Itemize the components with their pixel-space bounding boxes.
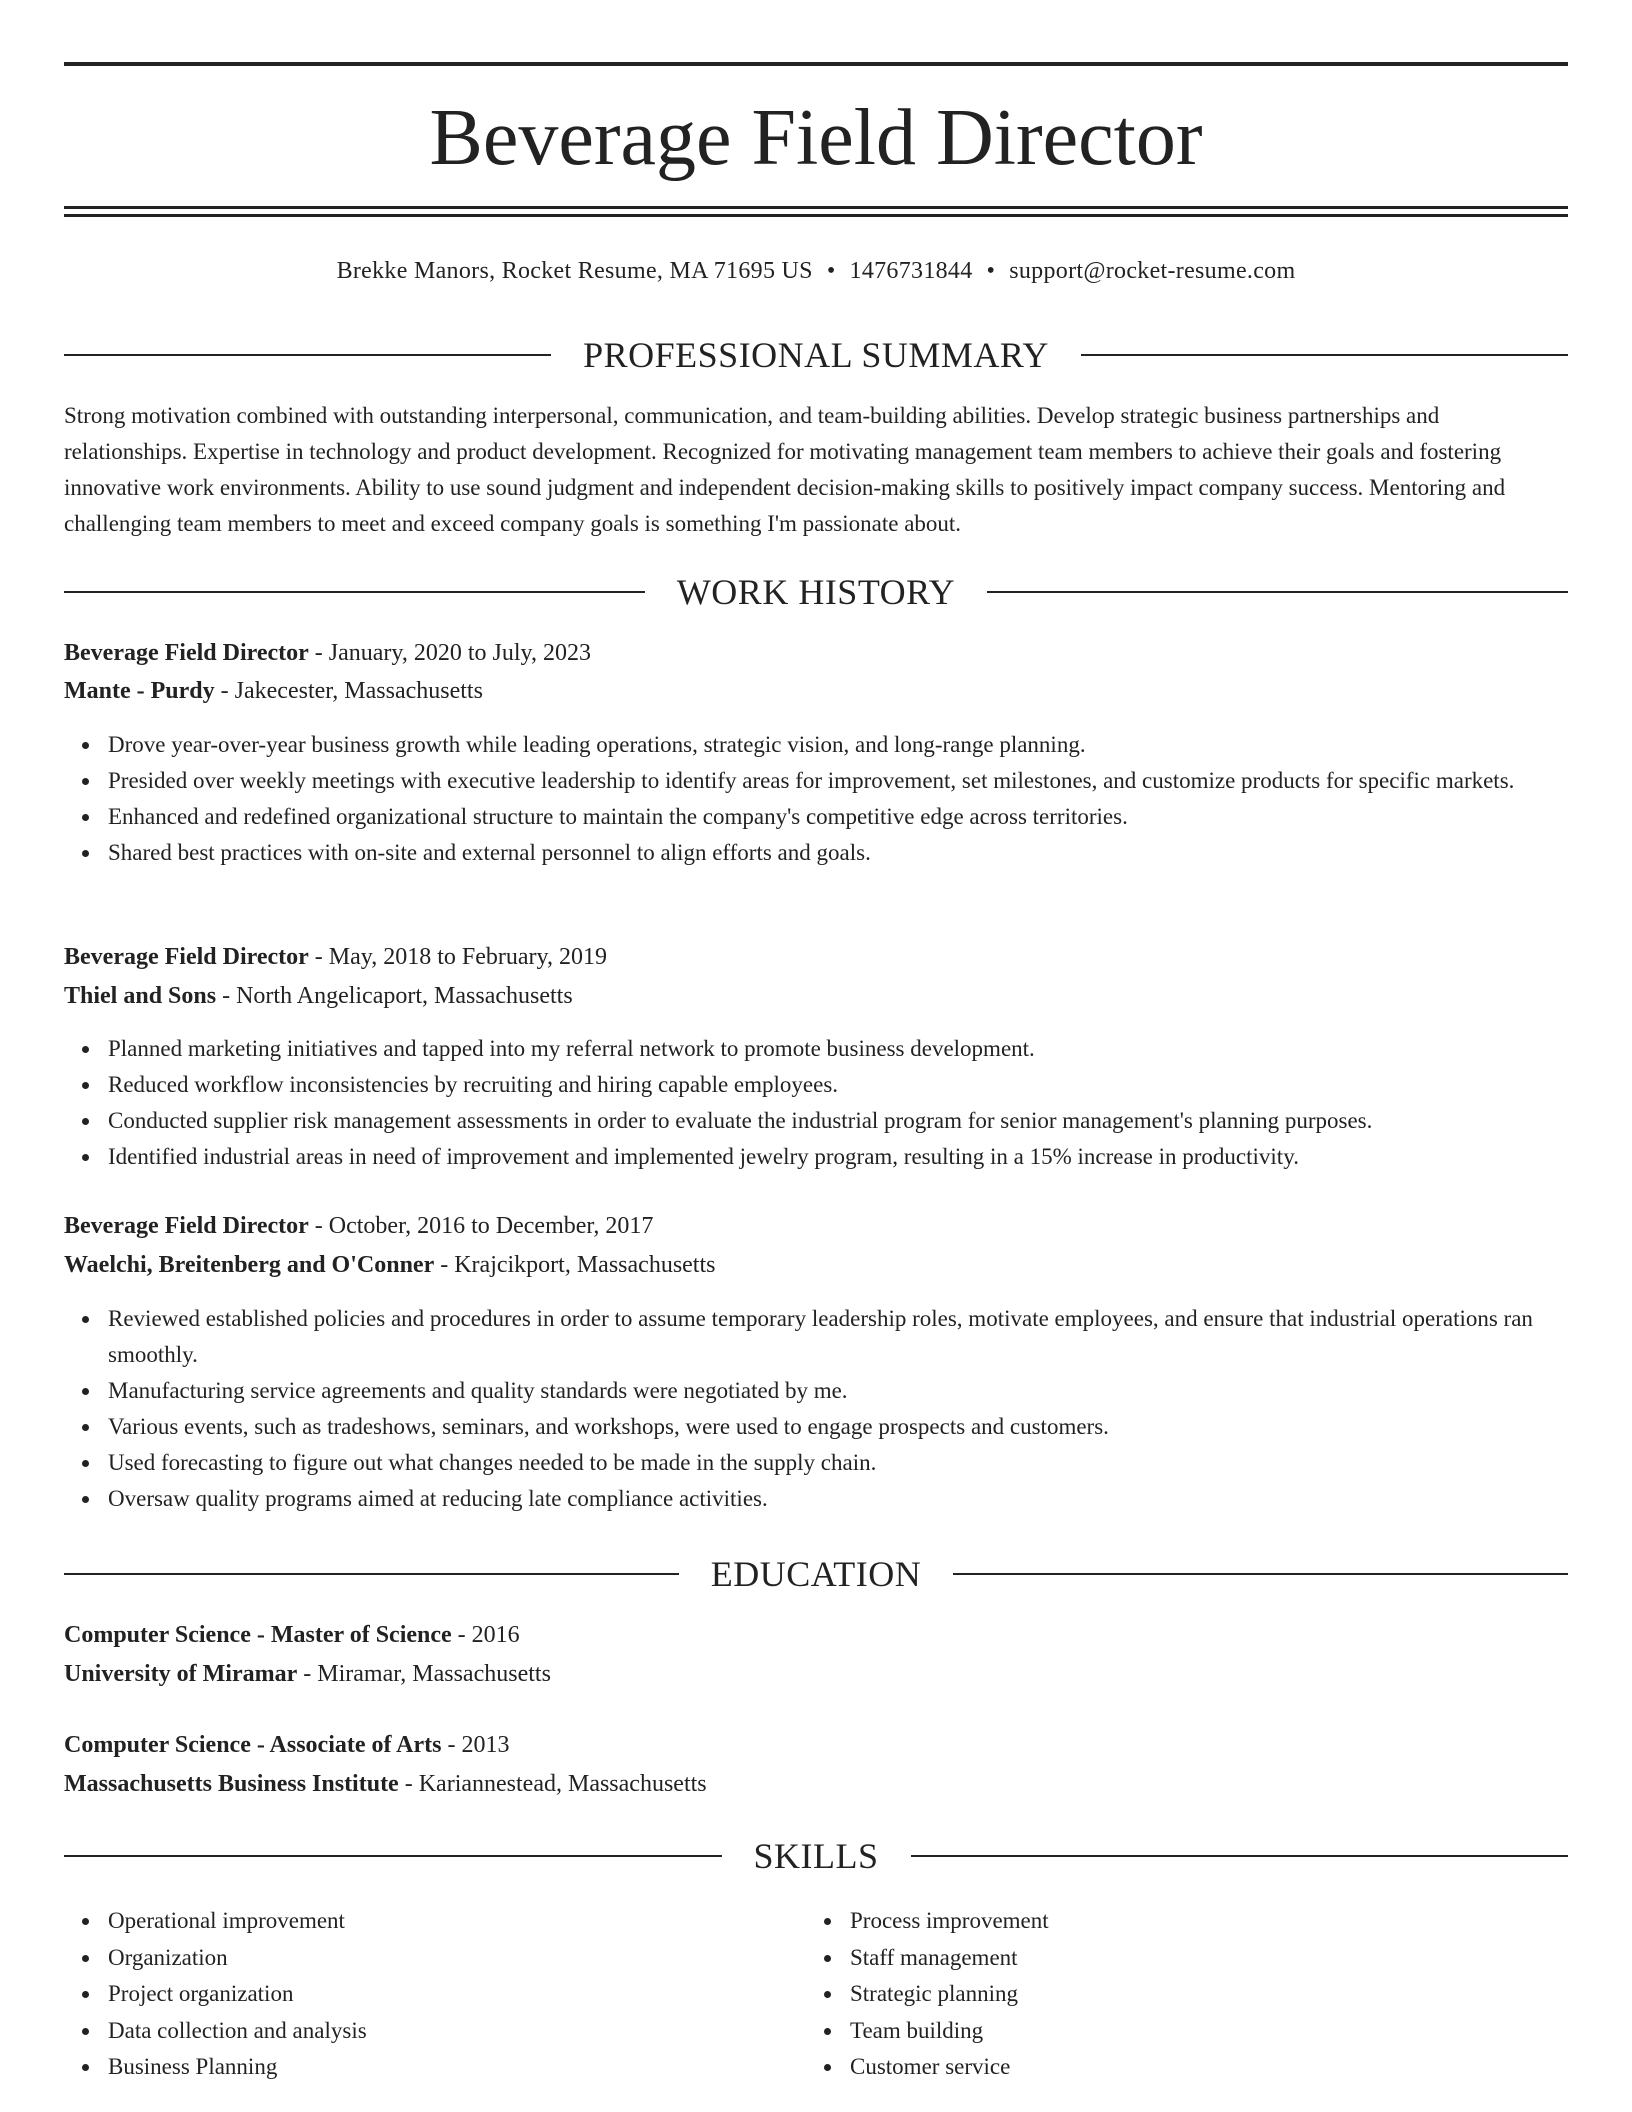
- job-title-line: [64, 1209, 653, 1243]
- skill-item: Process improvement: [850, 1903, 1550, 1940]
- education-school-line: [64, 1767, 707, 1801]
- heading-line: [64, 591, 645, 593]
- heading-line: [64, 1855, 722, 1857]
- section-title: SKILLS: [753, 1836, 879, 1876]
- skill-item: Organization: [108, 1940, 808, 1977]
- job-location: - Krajcikport, Massachusetts: [434, 1252, 716, 1278]
- list-item: Planned marketing initiatives and tapped into my referral network to promote business development.: [108, 1031, 1612, 1067]
- job-title-line: [64, 940, 607, 974]
- job-dates: - October, 2016 to December, 2017: [308, 1213, 654, 1239]
- list-item: Shared best practices with on-site and external personnel to align efforts and goals.: [108, 835, 1612, 871]
- skill-item: Team building: [850, 2013, 1550, 2050]
- job-company: Thiel and Sons: [64, 983, 217, 1009]
- education-location: - Miramar, Massachusetts: [297, 1661, 551, 1687]
- job-bullets: [64, 1031, 1612, 1175]
- header-top-rule: [64, 62, 1568, 66]
- section-title: EDUCATION: [710, 1554, 922, 1594]
- job-dates: - January, 2020 to July, 2023: [308, 640, 591, 666]
- heading-line: [64, 1573, 679, 1575]
- section-heading-work: [64, 572, 1568, 612]
- job-location: - North Angelicaport, Massachusetts: [216, 983, 573, 1009]
- list-item: Various events, such as tradeshows, seminars, and workshops, were used to engage prospects and customers.: [108, 1409, 1612, 1445]
- list-item: Enhanced and redefined organizational structure to maintain the company's competitive edge across territories.: [108, 799, 1612, 835]
- list-item: Oversaw quality programs aimed at reducing late compliance activities.: [108, 1481, 1612, 1517]
- candidate-title: Beverage Field Director: [429, 94, 1203, 182]
- job-title: Beverage Field Director: [64, 640, 309, 666]
- job-bullets: [64, 1301, 1612, 1517]
- list-item: Reviewed established policies and procedures in order to assume temporary leadership roles, motivate employees, and ensure that industrial operations ran smoothly.: [108, 1301, 1612, 1373]
- job-company-line: [64, 979, 573, 1013]
- education-degree: Computer Science - Master of Science: [64, 1622, 452, 1648]
- job-company-line: [64, 674, 483, 708]
- job-title: Beverage Field Director: [64, 944, 309, 970]
- list-item: Identified industrial areas in need of improvement and implemented jewelry program, resulting in a 15% increase in productivity.: [108, 1139, 1612, 1175]
- education-location: - Kariannestead, Massachusetts: [398, 1771, 707, 1797]
- heading-line: [64, 354, 551, 356]
- header-rule-2: [64, 214, 1568, 217]
- job-location: - Jakecester, Massachusetts: [214, 678, 483, 704]
- skills-list-right: [806, 1903, 1550, 2086]
- list-item: Reduced workflow inconsistencies by recruiting and hiring capable employees.: [108, 1067, 1612, 1103]
- heading-line: [987, 591, 1568, 593]
- education-degree-line: [64, 1728, 509, 1762]
- header-rule-1: [64, 206, 1568, 209]
- education-year: - 2016: [451, 1622, 520, 1648]
- skill-item: Project organization: [108, 1976, 808, 2013]
- education-year: - 2013: [441, 1732, 510, 1758]
- job-dates: - May, 2018 to February, 2019: [308, 944, 607, 970]
- list-item: Manufacturing service agreements and quality standards were negotiated by me.: [108, 1373, 1612, 1409]
- heading-line: [953, 1573, 1568, 1575]
- skill-item: Business Planning: [108, 2049, 808, 2086]
- summary-text: Strong motivation combined with outstanding interpersonal, communication, and team-building abilities. Develop strategic business partnerships and relationships. Expertise in technology and product development. Recognized for motivating management team members to achieve their goals and fostering innovative work environments. Ability to use sound judgment and independent decision-making skills to positively impact company success. Mentoring and challenging team members to meet and exceed company goals is something I'm passionate about.: [64, 403, 1506, 536]
- list-item: Conducted supplier risk management assessments in order to evaluate the industrial program for senior management's planning purposes.: [108, 1103, 1612, 1139]
- contact-email[interactable]: support@rocket-resume.com: [1009, 258, 1296, 284]
- section-heading-education: [64, 1554, 1568, 1594]
- job-company: Mante - Purdy: [64, 678, 215, 704]
- skill-item: Staff management: [850, 1940, 1550, 1977]
- job-title-line: [64, 636, 591, 670]
- skills-list-left: [64, 1903, 808, 2086]
- education-school-line: [64, 1657, 551, 1691]
- heading-line: [911, 1855, 1569, 1857]
- section-heading-summary: [64, 335, 1568, 375]
- section-title: WORK HISTORY: [676, 572, 956, 612]
- section-heading-skills: [64, 1836, 1568, 1876]
- job-company-line: [64, 1248, 715, 1282]
- contact-separator: •: [826, 258, 836, 284]
- heading-line: [1081, 354, 1568, 356]
- education-degree-line: [64, 1618, 520, 1652]
- section-title: PROFESSIONAL SUMMARY: [583, 335, 1049, 375]
- list-item: Presided over weekly meetings with executive leadership to identify areas for improvement, set milestones, and customize products for specific markets.: [108, 763, 1612, 799]
- list-item: Used forecasting to figure out what changes needed to be made in the supply chain.: [108, 1445, 1612, 1481]
- job-company: Waelchi, Breitenberg and O'Conner: [64, 1252, 435, 1278]
- skill-item: Strategic planning: [850, 1976, 1550, 2013]
- contact-address: Brekke Manors, Rocket Resume, MA 71695 US: [336, 258, 813, 284]
- education-school: University of Miramar: [64, 1661, 298, 1687]
- education-school: Massachusetts Business Institute: [64, 1771, 399, 1797]
- contact-line: [64, 255, 1568, 287]
- skill-item: Operational improvement: [108, 1903, 808, 1940]
- list-item: Drove year-over-year business growth while leading operations, strategic vision, and long-range planning.: [108, 727, 1612, 763]
- education-degree: Computer Science - Associate of Arts: [64, 1732, 442, 1758]
- skill-item: Data collection and analysis: [108, 2013, 808, 2050]
- job-title: Beverage Field Director: [64, 1213, 309, 1239]
- skill-item: Customer service: [850, 2049, 1550, 2086]
- contact-phone: 1476731844: [849, 258, 973, 284]
- job-bullets: [64, 727, 1612, 871]
- contact-separator: •: [986, 258, 996, 284]
